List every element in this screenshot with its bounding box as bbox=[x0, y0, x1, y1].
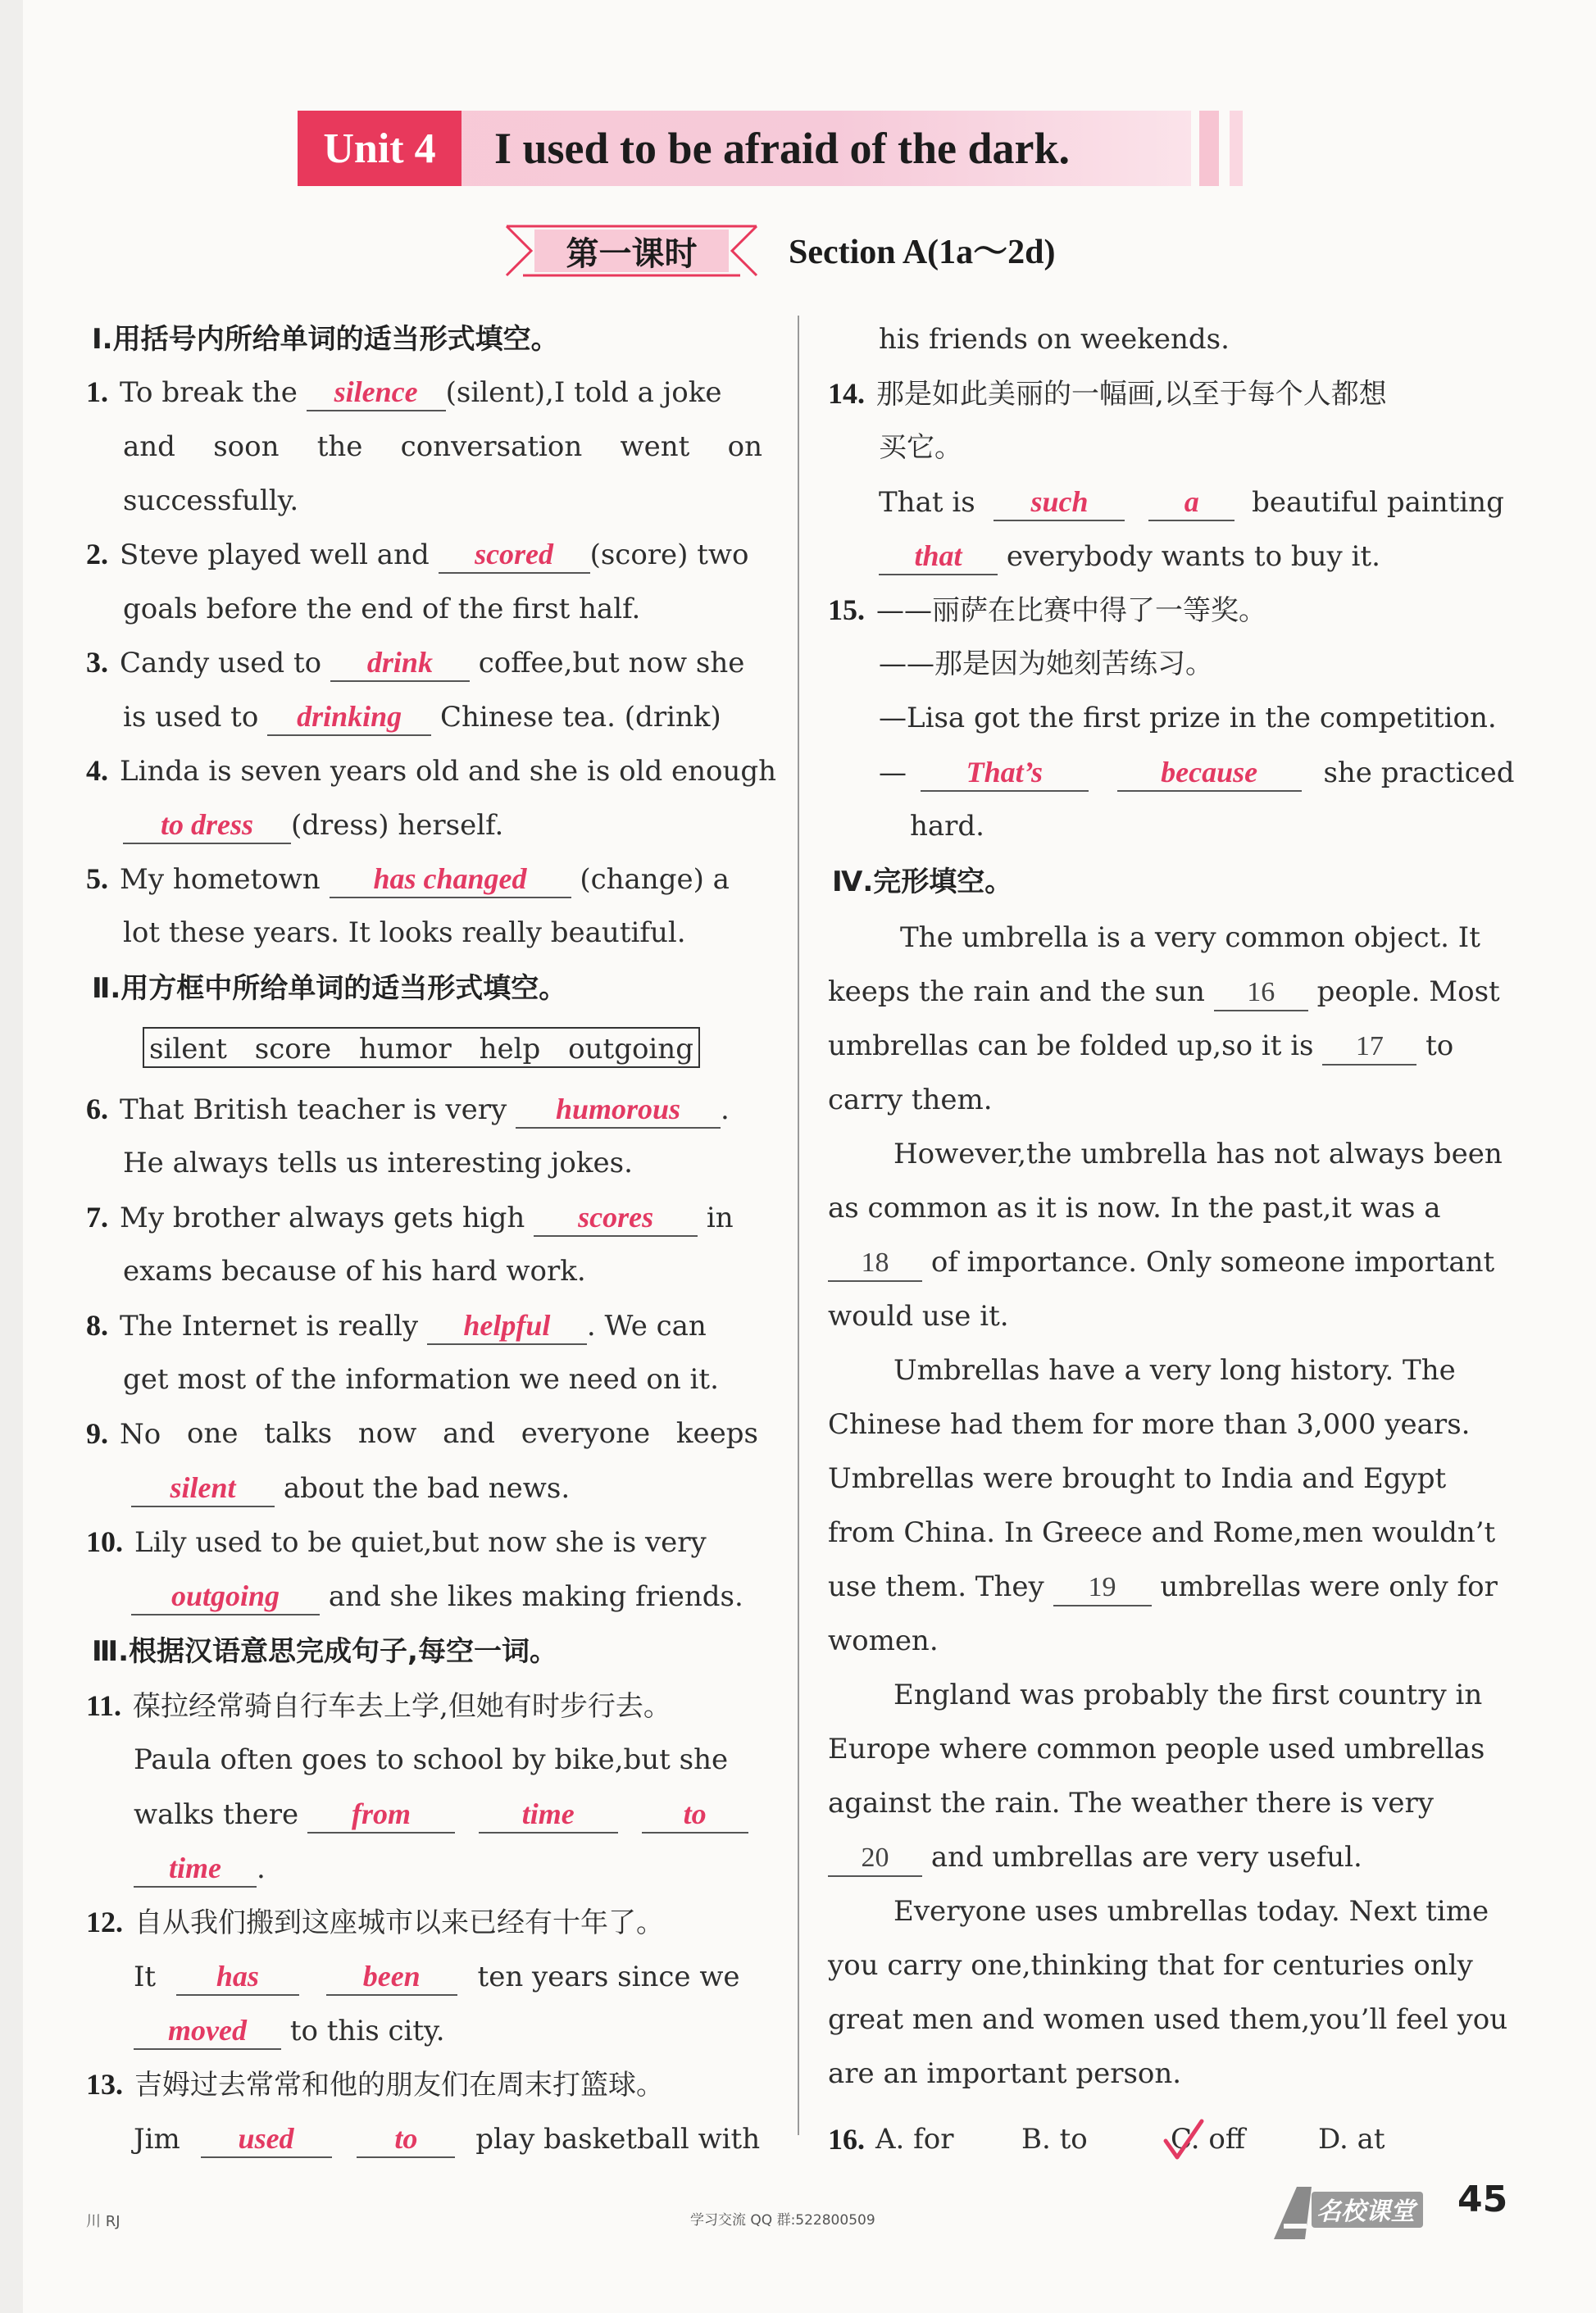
question-text: Candy used to bbox=[120, 647, 322, 679]
passage-line bbox=[828, 1028, 1453, 1066]
box-word: humor bbox=[358, 1033, 452, 1066]
word: and bbox=[443, 1417, 496, 1450]
question-15 bbox=[828, 592, 1266, 629]
check-mark-icon bbox=[1162, 2116, 1205, 2165]
question-10 bbox=[86, 1524, 707, 1561]
question-text: . We can bbox=[586, 1310, 707, 1343]
question-8 bbox=[86, 1307, 707, 1345]
option-d: D. at bbox=[1318, 2123, 1385, 2156]
column-divider bbox=[798, 316, 799, 2135]
answer-blank bbox=[176, 1958, 299, 1996]
word: and bbox=[123, 430, 175, 463]
question-1 bbox=[86, 374, 763, 411]
answer-blank bbox=[357, 2120, 455, 2158]
question-text: everybody wants to buy it. bbox=[1006, 540, 1380, 573]
question-12-en2 bbox=[134, 2012, 445, 2050]
cloze-blank bbox=[828, 1244, 922, 1282]
question-15-en1: —Lisa got the first prize in the competition. bbox=[879, 702, 1497, 734]
question-9-line2 bbox=[131, 1470, 570, 1507]
passage-line bbox=[828, 1569, 1498, 1606]
question-number: 15. bbox=[828, 593, 865, 626]
passage-text: to bbox=[1425, 1029, 1454, 1062]
passage-line: Chinese had them for more than 3,000 years. bbox=[828, 1408, 1471, 1441]
question-5 bbox=[86, 861, 730, 898]
answer-text: drink bbox=[366, 646, 433, 679]
question-8-line2: get most of the information we need on it. bbox=[123, 1363, 719, 1396]
unit-title: I used to be afraid of the dark. bbox=[494, 124, 1071, 173]
question-number: 13. bbox=[86, 2068, 123, 2101]
answer-blank bbox=[879, 538, 998, 575]
word: keeps bbox=[675, 1417, 758, 1450]
passage-text: umbrellas were only for bbox=[1160, 1570, 1498, 1603]
brand-logo bbox=[1269, 2180, 1429, 2244]
chinese-prompt: 葆拉经常骑自行车去上学,但她有时步行去。 bbox=[133, 1690, 671, 1723]
passage-text: people. Most bbox=[1316, 975, 1500, 1008]
question-text: My hometown bbox=[120, 863, 321, 896]
answer-text: moved bbox=[168, 2014, 247, 2047]
answer-text: because bbox=[1161, 756, 1258, 788]
question-2 bbox=[86, 536, 748, 574]
question-number-word bbox=[86, 1416, 161, 1452]
question-number: 6. bbox=[86, 1093, 108, 1125]
question-15-en2 bbox=[879, 754, 1515, 792]
footer-qq-group: 学习交流 QQ 群:522800509 bbox=[690, 2212, 875, 2229]
unit-label: Unit 4 bbox=[298, 111, 462, 186]
passage-line bbox=[828, 974, 1500, 1011]
answer-blank bbox=[1148, 484, 1235, 521]
footer-edition: 川 RJ bbox=[86, 2213, 120, 2230]
banner-stripe bbox=[1230, 111, 1243, 186]
question-text: in bbox=[706, 1202, 734, 1234]
blank-number: 17 bbox=[1355, 1031, 1384, 1061]
question-12 bbox=[86, 1904, 664, 1941]
question-text: she practiced bbox=[1323, 757, 1515, 789]
answer-blank bbox=[921, 754, 1089, 792]
question-text: Jim bbox=[134, 2123, 180, 2156]
option-c: C. off bbox=[1171, 2123, 1246, 2156]
passage-text: keeps the rain and the sun bbox=[828, 975, 1205, 1008]
answer-blank bbox=[534, 1199, 698, 1237]
question-text: To break the bbox=[120, 376, 298, 409]
question-6 bbox=[86, 1091, 730, 1129]
option-b: B. to bbox=[1021, 2123, 1088, 2156]
passage-line: The umbrella is a very common object. It bbox=[900, 921, 1480, 954]
question-text: — bbox=[879, 757, 907, 789]
passage-line: women. bbox=[828, 1625, 939, 1657]
banner-stripe bbox=[1199, 111, 1219, 186]
lesson-label: 第一课时 bbox=[566, 234, 698, 273]
answer-blank bbox=[326, 1958, 457, 1996]
answer-text: time bbox=[521, 1797, 575, 1830]
question-13 bbox=[86, 2066, 664, 2103]
answer-blank bbox=[330, 644, 470, 682]
question-text: That is bbox=[879, 486, 975, 519]
chinese-prompt: 自从我们搬到这座城市以来已经有十年了。 bbox=[134, 1906, 664, 1939]
answer-blank bbox=[134, 1850, 257, 1888]
question-number: 2. bbox=[86, 538, 108, 570]
question-text: Linda is seven years old and she is old enough bbox=[120, 755, 777, 788]
answer-text: scores bbox=[578, 1201, 654, 1234]
word: No bbox=[120, 1418, 161, 1451]
answer-blank bbox=[516, 1091, 721, 1129]
question-text: Steve played well and bbox=[120, 538, 430, 571]
passage-line: you carry one,thinking that for centuries only bbox=[828, 1949, 1473, 1982]
question-1-line2 bbox=[123, 429, 762, 465]
answer-text: That’s bbox=[966, 756, 1043, 788]
question-11-en2 bbox=[134, 1796, 748, 1834]
answer-blank bbox=[479, 1796, 618, 1834]
question-13-en1 bbox=[134, 2120, 760, 2158]
page-number: 45 bbox=[1457, 2179, 1508, 2220]
word: on bbox=[727, 430, 762, 463]
passage-line: Umbrellas were brought to India and Egypt bbox=[828, 1462, 1447, 1495]
answer-blank bbox=[427, 1307, 587, 1345]
question-11-en3 bbox=[134, 1850, 266, 1888]
word: went bbox=[620, 430, 690, 463]
box-word: score bbox=[254, 1033, 332, 1066]
answer-text: drinking bbox=[297, 700, 402, 733]
chinese-prompt: 那是如此美丽的一幅画,以至于每个人都想 bbox=[876, 378, 1387, 411]
passage-line: from China. In Greece and Rome,men wouldn’t bbox=[828, 1516, 1496, 1549]
blank-number: 18 bbox=[861, 1247, 889, 1278]
passage-line: carry them. bbox=[828, 1084, 993, 1116]
part4-heading: Ⅳ.完形填空。 bbox=[832, 866, 1013, 898]
answer-blank bbox=[131, 1578, 320, 1615]
question-text: play basketball with bbox=[475, 2123, 761, 2156]
question-text: . bbox=[721, 1093, 730, 1126]
question-4 bbox=[86, 752, 776, 789]
question-6-line2: He always tells us interesting jokes. bbox=[123, 1147, 633, 1179]
question-text: (silent),I told a joke bbox=[445, 376, 722, 409]
answer-blank bbox=[439, 536, 590, 574]
page-edge bbox=[0, 0, 23, 2313]
part3-heading: Ⅲ.根据汉语意思完成句子,每空一词。 bbox=[92, 1635, 557, 1668]
question-10-line2 bbox=[131, 1578, 743, 1615]
passage-line: against the rain. The weather there is very bbox=[828, 1787, 1434, 1820]
section-label: Section A(1a～2d) bbox=[789, 234, 1056, 271]
answer-text: such bbox=[1030, 485, 1089, 518]
question-11 bbox=[86, 1688, 671, 1725]
answer-text: that bbox=[914, 539, 962, 572]
answer-text: used bbox=[238, 2122, 294, 2155]
part2-heading: Ⅱ.用方框中所给单词的适当形式填空。 bbox=[92, 972, 567, 1005]
question-text: Chinese tea. (drink) bbox=[439, 701, 721, 734]
question-text: That British teacher is very bbox=[120, 1093, 507, 1126]
passage-text: and umbrellas are very useful. bbox=[930, 1841, 1362, 1874]
question-14-en2 bbox=[879, 538, 1380, 575]
word: conversation bbox=[400, 430, 583, 463]
answer-text: silent bbox=[170, 1471, 236, 1504]
answer-blank bbox=[131, 1470, 275, 1507]
question-number: 3. bbox=[86, 646, 108, 679]
cloze-blank bbox=[1322, 1028, 1416, 1066]
word: soon bbox=[213, 430, 280, 463]
cloze-blank bbox=[1214, 974, 1308, 1011]
question-number: 9. bbox=[86, 1417, 108, 1450]
answer-text: a bbox=[1184, 485, 1199, 518]
question-text: beautiful painting bbox=[1252, 486, 1504, 519]
word-box bbox=[143, 1027, 700, 1068]
question-text: is used to bbox=[123, 701, 259, 734]
box-word: help bbox=[479, 1033, 541, 1066]
question-number: 10. bbox=[86, 1525, 123, 1558]
question-13-en2: his friends on weekends. bbox=[879, 323, 1230, 356]
question-15-cn2: ——那是因为她刻苦练习。 bbox=[879, 648, 1213, 680]
cloze-blank bbox=[828, 1839, 922, 1877]
blank-number: 20 bbox=[861, 1843, 889, 1873]
passage-line: Everyone uses umbrellas today. Next time bbox=[893, 1895, 1489, 1928]
question-1-line3: successfully. bbox=[123, 484, 299, 517]
answer-blank bbox=[123, 807, 291, 844]
answer-text: helpful bbox=[463, 1309, 551, 1342]
question-5-line2: lot these years. It looks really beautiful. bbox=[123, 916, 686, 949]
question-number: 11. bbox=[86, 1689, 122, 1722]
answer-text: humorous bbox=[555, 1093, 681, 1125]
answer-text: has changed bbox=[373, 862, 527, 895]
logo-text: 名校课堂 bbox=[1316, 2197, 1415, 2226]
box-word: silent bbox=[149, 1033, 227, 1066]
question-3 bbox=[86, 644, 744, 682]
question-14-cn2: 买它。 bbox=[879, 431, 962, 464]
question-text: and she likes making friends. bbox=[328, 1580, 743, 1613]
passage-text: use them. They bbox=[828, 1570, 1044, 1603]
answer-text: to bbox=[683, 1797, 707, 1830]
answer-text: from bbox=[351, 1797, 411, 1830]
answer-blank bbox=[994, 484, 1125, 521]
question-7 bbox=[86, 1199, 734, 1237]
option-a: A. for bbox=[875, 2123, 954, 2156]
passage-line: Europe where common people used umbrellas bbox=[828, 1733, 1485, 1765]
question-text: It bbox=[134, 1961, 157, 1993]
answer-text: scored bbox=[475, 538, 554, 570]
answer-blank bbox=[307, 1796, 455, 1834]
passage-line bbox=[828, 1839, 1362, 1877]
answer-text: silence bbox=[334, 375, 418, 408]
question-16 bbox=[828, 2121, 876, 2158]
word: talks bbox=[264, 1417, 333, 1450]
question-14-en1 bbox=[879, 484, 1504, 521]
word: everyone bbox=[521, 1417, 651, 1450]
passage-line: are an important person. bbox=[828, 2057, 1182, 2090]
question-11-en1: Paula often goes to school by bike,but she bbox=[134, 1743, 729, 1776]
answer-blank bbox=[134, 2012, 281, 2050]
answer-text: to dress bbox=[160, 808, 253, 841]
question-text: about the bad news. bbox=[283, 1472, 571, 1505]
question-text: (score) two bbox=[589, 538, 749, 571]
question-number: 14. bbox=[828, 377, 865, 410]
question-text: walks there bbox=[134, 1798, 299, 1831]
question-3-line2 bbox=[123, 698, 721, 736]
question-12-en1 bbox=[134, 1958, 740, 1996]
answer-text: has bbox=[216, 1960, 259, 1993]
question-text: . bbox=[257, 1852, 266, 1885]
passage-line: However,the umbrella has not always been bbox=[893, 1138, 1503, 1170]
passage-line: Umbrellas have a very long history. The bbox=[893, 1354, 1456, 1387]
question-text: to this city. bbox=[289, 2015, 445, 2047]
question-number: 1. bbox=[86, 375, 108, 408]
question-text: Lily used to be quiet,but now she is very bbox=[134, 1526, 707, 1559]
blank-number: 16 bbox=[1247, 977, 1275, 1007]
question-number: 16. bbox=[828, 2123, 865, 2156]
answer-text: to bbox=[394, 2122, 418, 2155]
question-15-en3: hard. bbox=[910, 810, 984, 843]
question-text: coffee,but now she bbox=[478, 647, 745, 679]
answer-blank bbox=[330, 861, 571, 898]
question-text: (change) a bbox=[580, 863, 730, 896]
answer-blank bbox=[307, 374, 446, 411]
question-text: My brother always gets high bbox=[120, 1202, 525, 1234]
passage-line: as common as it is now. In the past,it was a bbox=[828, 1192, 1441, 1225]
passage-text: umbrellas can be folded up,so it is bbox=[828, 1029, 1314, 1062]
question-number: 7. bbox=[86, 1201, 108, 1234]
lesson-badge bbox=[498, 221, 765, 280]
passage-text: of importance. Only someone important bbox=[930, 1246, 1495, 1279]
question-text: The Internet is really bbox=[120, 1310, 419, 1343]
question-text: (dress) herself. bbox=[291, 809, 504, 842]
question-number: 4. bbox=[86, 754, 108, 787]
question-number: 8. bbox=[86, 1309, 108, 1342]
question-text: ten years since we bbox=[477, 1961, 740, 1993]
answer-blank bbox=[1117, 754, 1302, 792]
question-number: 12. bbox=[86, 1906, 123, 1938]
passage-line: England was probably the first country in bbox=[893, 1679, 1483, 1711]
passage-line: would use it. bbox=[828, 1300, 1009, 1333]
answer-text: outgoing bbox=[171, 1579, 280, 1612]
box-word: outgoing bbox=[568, 1033, 693, 1066]
cloze-blank bbox=[1053, 1569, 1152, 1606]
question-number: 5. bbox=[86, 862, 108, 895]
chinese-prompt: ——丽萨在比赛中得了一等奖。 bbox=[876, 594, 1266, 627]
blank-number: 19 bbox=[1088, 1572, 1116, 1602]
passage-line bbox=[828, 1244, 1494, 1282]
answer-blank bbox=[201, 2120, 332, 2158]
passage-line: great men and women used them,you’ll feel you bbox=[828, 2003, 1508, 2036]
answer-blank bbox=[267, 698, 431, 736]
part1-heading: Ⅰ.用括号内所给单词的适当形式填空。 bbox=[92, 323, 559, 356]
question-14 bbox=[828, 375, 1387, 412]
answer-text: been bbox=[362, 1960, 421, 1993]
question-9 bbox=[86, 1416, 758, 1452]
chinese-prompt: 吉姆过去常常和他的朋友们在周末打篮球。 bbox=[134, 2069, 664, 2102]
question-7-line2: exams because of his hard work. bbox=[123, 1255, 586, 1288]
word: the bbox=[316, 430, 363, 463]
word: one bbox=[186, 1417, 239, 1450]
question-4-line2 bbox=[123, 807, 503, 844]
word: now bbox=[357, 1417, 417, 1450]
answer-text: time bbox=[169, 1852, 221, 1884]
answer-blank bbox=[642, 1796, 748, 1834]
question-2-line2: goals before the end of the first half. bbox=[123, 593, 641, 625]
